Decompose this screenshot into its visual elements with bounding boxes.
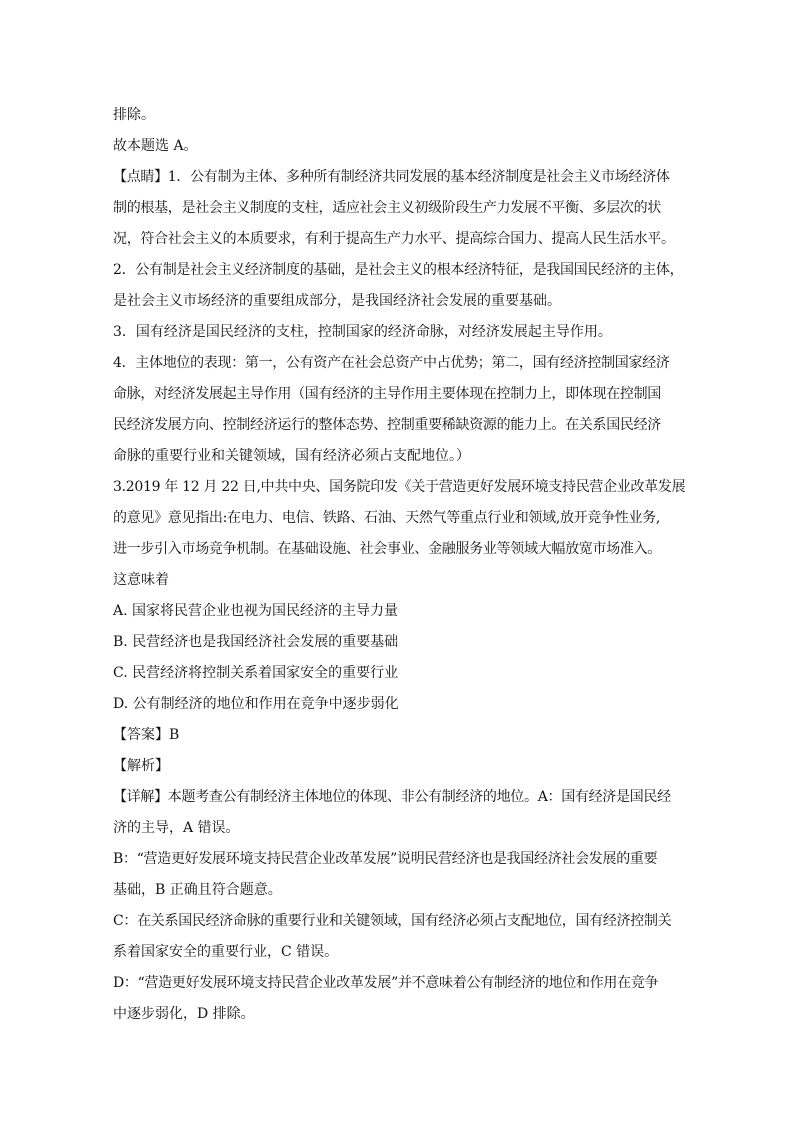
text-line: B：“营造更好发展环境支持民营企业改革发展”说明民营经济也是我国经济社会发展的重要 [113, 851, 658, 867]
text-line: 排除。 [113, 107, 155, 123]
text-line: 济的主导，A 错误。 [113, 820, 240, 836]
question-stem: 的意见》意见指出:在电力、电信、铁路、石油、天然气等重点行业和领域,放开竞争性业务, [113, 510, 661, 526]
question-stem: 这意味着 [113, 572, 169, 588]
text-line: C：在关系国民经济命脉的重要行业和关键领域，国有经济必须占支配地位，国有经济控制关 [113, 913, 672, 929]
text-line: D：“营造更好发展环境支持民营企业改革发展”并不意味着公有制经济的地位和作用在竞争 [113, 975, 659, 991]
text-line: 制的根基，是社会主义制度的支柱，适应社会主义初级阶段生产力发展不平衡、多层次的状 [113, 200, 661, 216]
analysis-heading: 【解析】 [113, 758, 169, 774]
question-stem: 进一步引入市场竞争机制。在基础设施、社会事业、金融服务业等领域大幅放宽市场准入。 [113, 541, 661, 557]
text-line: 民经济发展方向、控制经济运行的整体态势、控制重要稀缺资源的能力上。在关系国民经济 [113, 417, 661, 433]
text-line: 故本题选 A。 [113, 138, 198, 154]
option-a: A. 国家将民营企业也视为国民经济的主导力量 [113, 603, 399, 619]
option-b: B. 民营经济也是我国经济社会发展的重要基础 [113, 634, 399, 650]
text-line: 系着国家安全的重要行业，C 错误。 [113, 944, 339, 960]
text-line: 3．国有经济是国民经济的支柱，控制国家的经济命脉，对经济发展起主导作用。 [113, 324, 612, 340]
option-c: C. 民营经济将控制关系着国家安全的重要行业 [113, 665, 399, 681]
text-line: 命脉，对经济发展起主导作用（国有经济的主导作用主要体现在控制力上，即体现在控制国 [113, 386, 661, 402]
text-line: 命脉的重要行业和关键领域，国有经济必须占支配地位。） [113, 448, 470, 464]
text-line: 【详解】本题考查公有制经济主体地位的体现、非公有制经济的地位。A：国有经济是国民经 [113, 789, 671, 805]
text-line: 是社会主义市场经济的重要组成部分，是我国经济社会发展的重要基础。 [113, 293, 561, 309]
text-line: 中逐步弱化，D 排除。 [113, 1006, 255, 1022]
text-line: 基础，B 正确且符合题意。 [113, 882, 282, 898]
answer-label: 【答案】B [113, 727, 180, 743]
option-d: D. 公有制经济的地位和作用在竞争中逐步弱化 [113, 696, 399, 712]
text-line: 【点睛】1．公有制为主体、多种所有制经济共同发展的基本经济制度是社会主义市场经济体 [113, 169, 670, 185]
document-page [113, 100, 688, 1030]
text-line: 4．主体地位的表现：第一，公有资产在社会总资产中占优势；第二，国有经济控制国家经济 [113, 355, 670, 371]
text-line: 2．公有制是社会主义经济制度的基础，是社会主义的根本经济特征，是我国国民经济的主体， [113, 262, 684, 278]
question-stem: 3.2019 年 12 月 22 日,中共中央、国务院印发《关于营造更好发展环境支持民营企业改革发展 [113, 479, 686, 495]
text-line: 况，符合社会主义的本质要求，有利于提高生产力水平、提高综合国力、提高人民生活水平。 [113, 231, 675, 247]
